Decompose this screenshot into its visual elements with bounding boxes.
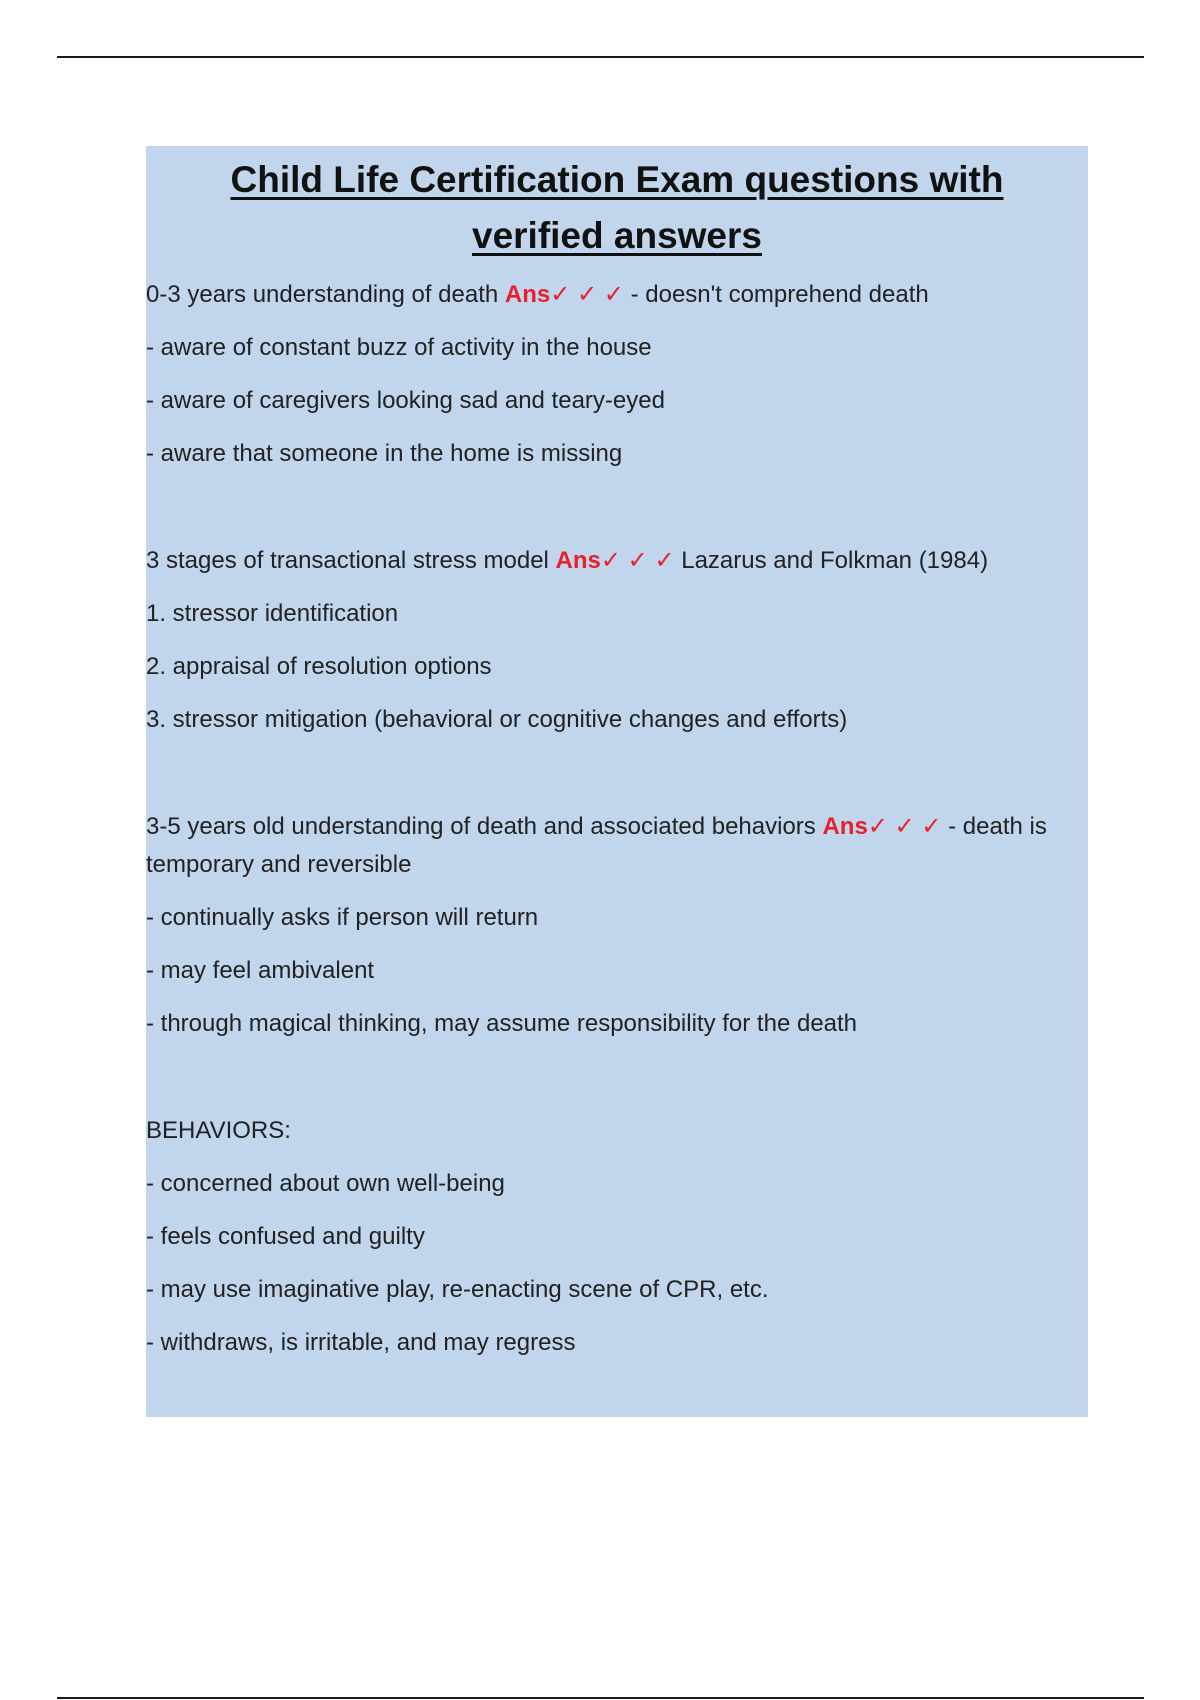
answer-3-text: - death is temporary and reversible	[146, 813, 1047, 878]
detail-item: - continually asks if person will return	[146, 904, 539, 931]
qa-content	[146, 276, 1081, 1377]
question-2	[146, 542, 1081, 580]
detail-item: 1. stressor identification	[146, 600, 399, 627]
section-spacer	[146, 488, 1081, 542]
detail-item: - aware of caregivers looking sad and teary-eyed	[146, 387, 665, 414]
behavior-item: - may use imaginative play, re-enacting scene of CPR, etc.	[146, 1276, 769, 1303]
detail-item: 3. stressor mitigation (behavioral or cognitive changes and efforts)	[146, 706, 848, 733]
checkmarks-icon: ✓ ✓ ✓	[600, 547, 675, 574]
top-rule	[57, 56, 1144, 58]
ans-label: Ans	[555, 547, 601, 574]
ans-label: Ans	[504, 281, 551, 308]
behavior-item: - feels confused and guilty	[146, 1223, 425, 1250]
question-1-text: 0-3 years understanding of death	[146, 281, 505, 308]
bottom-rule	[57, 1697, 1144, 1699]
detail-item: - aware of constant buzz of activity in the house	[146, 334, 652, 361]
title-line-2: verified answers	[472, 215, 762, 256]
question-2-text: 3 stages of transactional stress model	[146, 547, 556, 574]
checkmarks-icon: ✓ ✓ ✓	[867, 813, 942, 840]
document-title	[146, 146, 1088, 264]
question-3	[146, 808, 1081, 884]
behaviors-heading: BEHAVIORS:	[146, 1117, 291, 1144]
behavior-item: - withdraws, is irritable, and may regress	[146, 1329, 576, 1356]
checkmarks-icon: ✓ ✓ ✓	[550, 281, 624, 308]
question-1	[146, 276, 1081, 314]
ans-label: Ans	[822, 813, 868, 840]
section-spacer	[146, 1058, 1081, 1112]
highlighted-content-panel	[146, 146, 1088, 1417]
detail-item: - through magical thinking, may assume responsibility for the death	[146, 1010, 858, 1037]
answer-1-text: - doesn't comprehend death	[623, 281, 929, 308]
answer-2-text: Lazarus and Folkman (1984)	[674, 547, 989, 574]
behavior-item: - concerned about own well-being	[146, 1170, 505, 1197]
section-spacer	[146, 754, 1081, 808]
detail-item: - may feel ambivalent	[146, 957, 375, 984]
detail-item: 2. appraisal of resolution options	[146, 653, 492, 680]
question-3-text: 3-5 years old understanding of death and associated behaviors	[146, 813, 823, 840]
title-line-1: Child Life Certification Exam questions with	[230, 159, 1004, 200]
detail-item: - aware that someone in the home is missing	[146, 440, 623, 467]
